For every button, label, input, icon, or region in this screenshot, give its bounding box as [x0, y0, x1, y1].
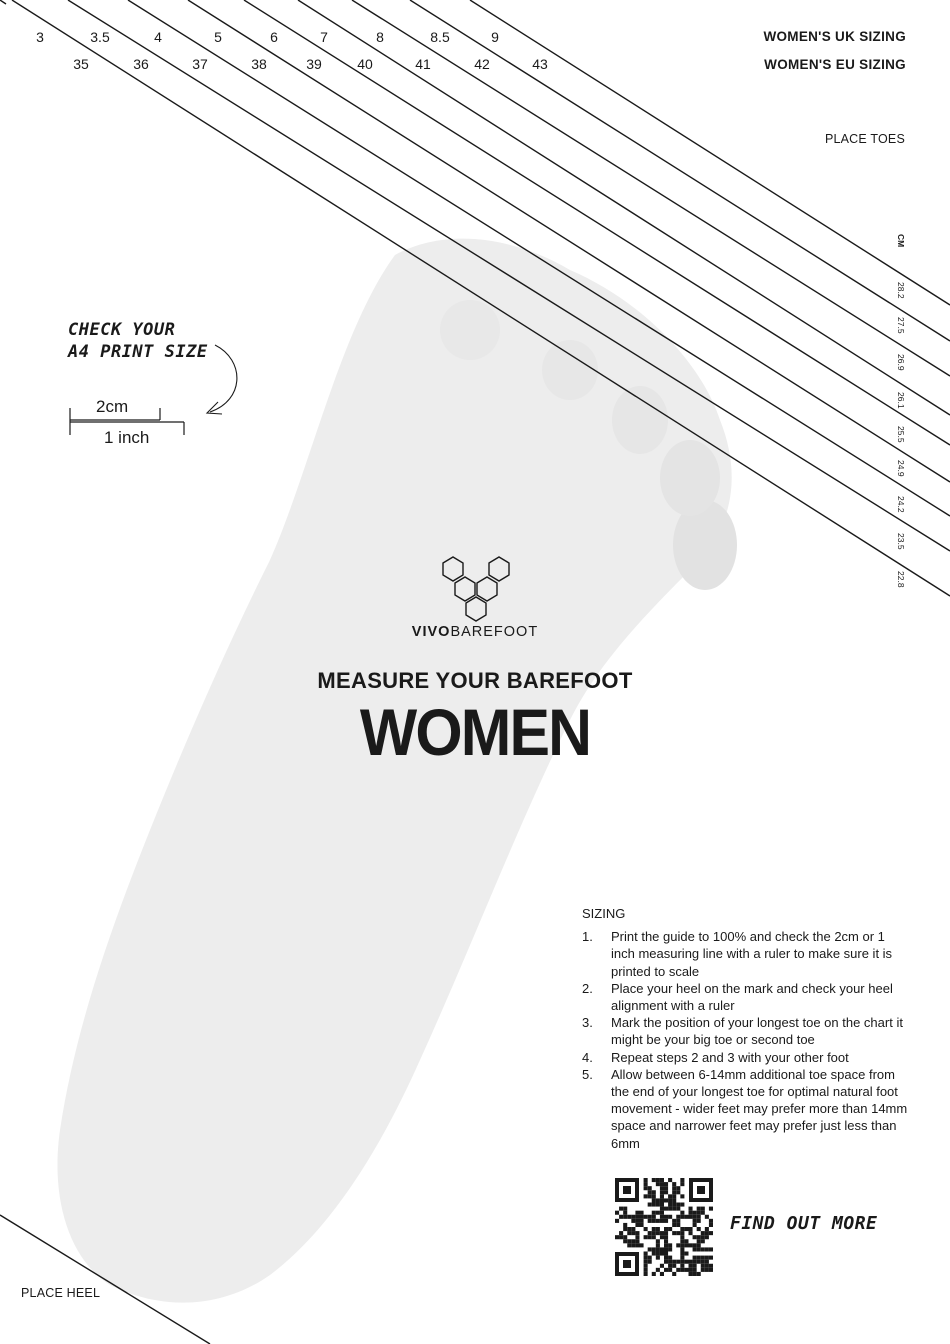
step-number: 4. — [582, 1049, 593, 1065]
cm-value: 22.8 — [896, 571, 906, 588]
page-title: WOMEN — [359, 695, 591, 769]
eu-size-label: 43 — [532, 56, 548, 72]
ruler-inch-label: 1 inch — [104, 428, 150, 447]
cm-value: 23.5 — [896, 533, 906, 550]
sizing-heading: SIZING — [582, 906, 626, 921]
step-number: 5. — [582, 1066, 593, 1082]
brand-name-bold: VIVO — [411, 624, 451, 640]
brand-name-light: BAREFOOT — [450, 624, 539, 640]
uk-size-label: 3.5 — [90, 29, 110, 45]
eu-size-label: 40 — [357, 56, 373, 72]
place-heel-label: PLACE HEEL — [21, 1286, 101, 1300]
eu-size-label: 35 — [73, 56, 89, 72]
cm-value: 28.2 — [896, 282, 906, 299]
step-number: 1. — [582, 929, 593, 945]
size-line — [0, 0, 6, 4]
eu-size-label: 37 — [192, 56, 208, 72]
curved-arrow — [207, 345, 237, 414]
uk-sizing-title: WOMEN'S UK SIZING — [763, 29, 906, 44]
eu-size-label: 39 — [306, 56, 322, 72]
find-out-more-link[interactable]: FIND OUT MORE — [730, 1213, 878, 1234]
qr-code — [615, 1178, 713, 1276]
sizing-instructions — [582, 905, 912, 1152]
sizing-steps — [582, 928, 912, 1152]
eu-size-label: 42 — [474, 56, 490, 72]
uk-size-label: 6 — [270, 29, 278, 45]
cm-value: 24.2 — [896, 496, 906, 513]
page-subtitle: MEASURE YOUR BAREFOOT — [317, 668, 633, 693]
sizing-step — [582, 1049, 912, 1066]
step-number: 3. — [582, 1015, 593, 1031]
uk-size-label: 3 — [36, 29, 44, 45]
cm-value: 25.5 — [896, 426, 906, 443]
uk-size-label: 8 — [376, 29, 384, 45]
step-text: Allow between 6-14mm additional toe space from the end of your longest toe for optimal natural foot movement - wider feet may prefer more than 14mm space and narrower feet may prefer just less than 6mm — [611, 1066, 908, 1151]
step-text: Place your heel on the mark and check your heel alignment with a ruler — [611, 980, 893, 1014]
sizing-step — [582, 1066, 912, 1152]
step-text: Repeat steps 2 and 3 with your other foot — [611, 1049, 849, 1065]
uk-size-label: 9 — [491, 29, 499, 45]
eu-size-label: 36 — [133, 56, 149, 72]
cm-value: 27.5 — [896, 317, 906, 334]
cm-label: CM — [896, 234, 906, 248]
uk-size-label: 5 — [214, 29, 222, 45]
eu-sizing-title: WOMEN'S EU SIZING — [764, 57, 906, 72]
uk-size-label: 4 — [154, 29, 162, 45]
uk-size-label: 7 — [320, 29, 328, 45]
eu-size-label: 41 — [415, 56, 431, 72]
step-text: Mark the position of your longest toe on the chart it might be your big toe or second toe — [611, 1015, 903, 1048]
cm-value: 24.9 — [896, 460, 906, 477]
step-text: Print the guide to 100% and check the 2cm or 1 inch measuring line with a ruler to make sure it is printed to scale — [611, 929, 893, 979]
step-number: 2. — [582, 980, 593, 996]
place-toes-label: PLACE TOES — [824, 132, 905, 146]
eu-size-label: 38 — [251, 56, 267, 72]
cm-value: 26.9 — [896, 354, 906, 371]
check-print-line2: A4 PRINT SIZE — [68, 342, 208, 362]
check-print-line1: CHECK YOUR — [68, 320, 176, 340]
uk-size-label: 8.5 — [430, 29, 450, 45]
cm-value: 26.1 — [896, 392, 906, 409]
sizing-step — [582, 980, 912, 1014]
ruler-cm-label: 2cm — [96, 397, 129, 416]
brand-name — [0, 624, 950, 640]
sizing-step — [582, 1014, 912, 1048]
sizing-step — [582, 928, 912, 980]
